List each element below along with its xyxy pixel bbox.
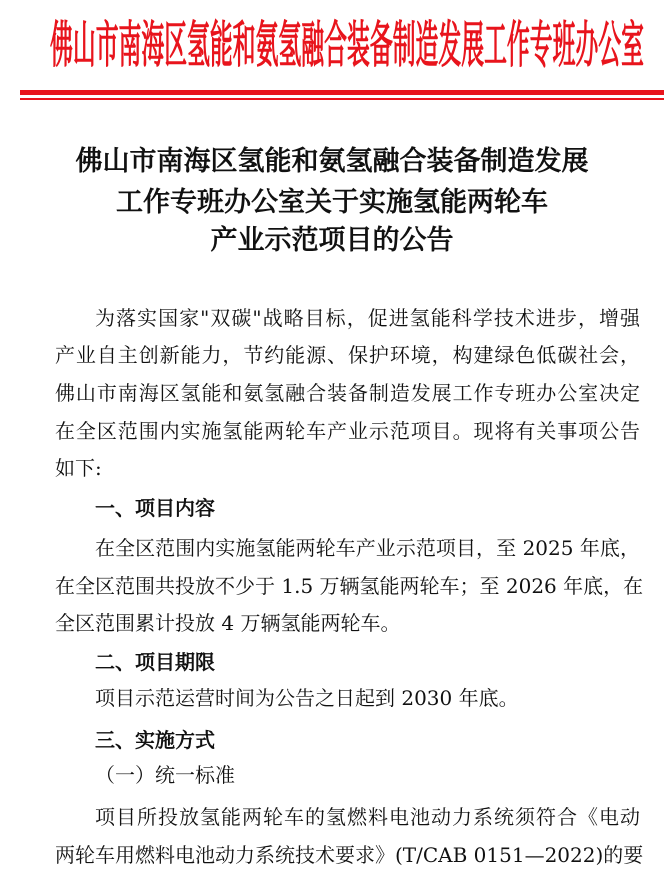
- section-heading-2: 二、项目期限: [95, 650, 215, 674]
- document-title-line-3: 产业示范项目的公告: [210, 225, 454, 256]
- section3-subheading: （一）统一标准: [95, 763, 235, 787]
- intro-line: 在全区范围内实施氢能两轮车产业示范项目。现将有关事项公告: [55, 419, 640, 443]
- document-title-line-1: 佛山市南海区氢能和氨氢融合装备制造发展: [75, 146, 589, 177]
- section2-line: 项目示范运营时间为公告之日起到 2030 年底。: [95, 686, 519, 710]
- letterhead-org-name: 佛山市南海区氢能和氨氢融合装备制造发展工作专班办公室: [50, 16, 644, 74]
- intro-line: 为落实国家"双碳"战略目标，促进氢能科学技术进步，增强: [95, 306, 640, 330]
- section1-line: 在全区范围共投放不少于 1.5 万辆氢能两轮车；至 2026 年底，在: [55, 574, 644, 598]
- section1-line: 在全区范围内实施氢能两轮车产业示范项目，至 2025 年底，: [95, 536, 640, 560]
- letterhead-svg: [48, 8, 648, 74]
- letterhead: [48, 8, 648, 74]
- section3-line: 两轮车用燃料电池动力系统技术要求》(T/CAB 0151—2022)的要: [55, 843, 644, 867]
- section1-line: 全区范围累计投放 4 万辆氢能两轮车。: [55, 611, 401, 635]
- section3-line: 项目所投放氢能两轮车的氢燃料电池动力系统须符合《电动: [95, 805, 640, 829]
- letterhead-thick-rule: [20, 90, 664, 95]
- document-title-line-2: 工作专班办公室关于实施氢能两轮车: [116, 187, 548, 218]
- intro-line: 佛山市南海区氢能和氨氢融合装备制造发展工作专班办公室决定: [55, 381, 640, 405]
- intro-line: 产业自主创新能力，节约能源、保护环境，构建绿色低碳社会，: [55, 343, 640, 367]
- section-heading-3: 三、实施方式: [95, 728, 215, 752]
- section-heading-1: 一、项目内容: [95, 496, 215, 520]
- intro-line: 如下:: [55, 456, 102, 480]
- letterhead-thin-rule: [20, 98, 664, 100]
